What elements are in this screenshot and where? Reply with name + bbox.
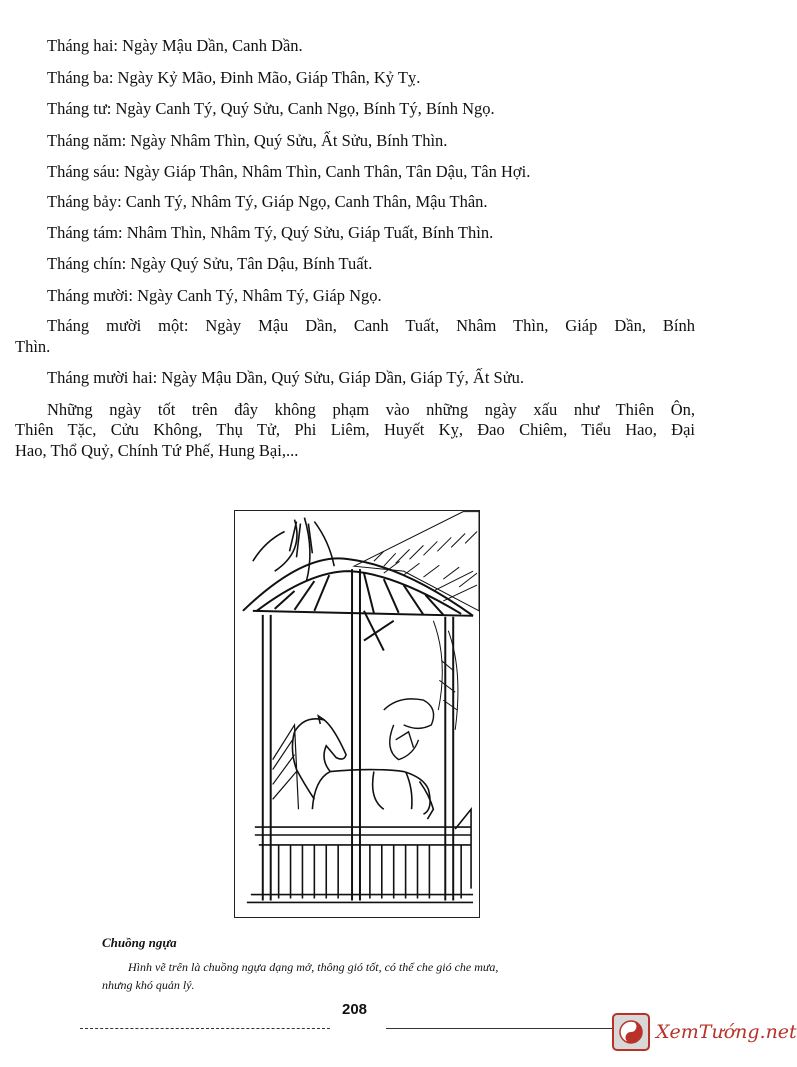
text-line-month-3: Tháng ba: Ngày Kỷ Mão, Đinh Mão, Giáp Thân, Kỷ Tỵ. bbox=[47, 68, 421, 87]
thatched-roof-drawing bbox=[354, 512, 479, 611]
text-line-month-4: Tháng tư: Ngày Canh Tý, Quý Sửu, Canh Ngọ, Bính Tý, Bính Ngọ. bbox=[47, 99, 495, 118]
yin-yang-icon bbox=[612, 1013, 650, 1051]
text-line-month-11-cont: Thìn. bbox=[15, 337, 51, 356]
text-line-month-8: Tháng tám: Nhâm Thìn, Nhâm Tý, Quý Sửu, Giáp Tuất, Bính Thìn. bbox=[47, 223, 494, 242]
text-line-month-9: Tháng chín: Ngày Quý Sửu, Tân Dậu, Bính Tuất. bbox=[47, 254, 373, 273]
text-line-month-11: Tháng mười một: Ngày Mậu Dần, Canh Tuất, Nhâm Thìn, Giáp Dần, Bính bbox=[47, 316, 695, 335]
footer-solid-rule bbox=[386, 1028, 616, 1030]
pavilion-posts-drawing bbox=[263, 569, 453, 900]
text-line-month-6: Tháng sáu: Ngày Giáp Thân, Nhâm Thìn, Canh Thân, Tân Dậu, Tân Hợi. bbox=[47, 162, 531, 181]
figure-caption-title: Chuồng ngựa bbox=[102, 935, 177, 950]
text-line-month-12: Tháng mười hai: Ngày Mậu Dần, Quý Sửu, Giáp Dần, Giáp Tý, Ất Sửu. bbox=[47, 368, 525, 387]
page-number: 208 bbox=[342, 1001, 368, 1018]
closing-paragraph-line-3: Hao, Thổ Quỷ, Chính Tứ Phế, Hung Bại,... bbox=[15, 441, 299, 460]
text-line-month-5: Tháng năm: Ngày Nhâm Thìn, Quý Sửu, Ất Sửu, Bính Thìn. bbox=[47, 131, 448, 150]
closing-paragraph-line-2: Thiên Tặc, Cửu Không, Thụ Tử, Phi Liêm, Huyết Kỵ, Đao Chiêm, Tiểu Hao, Đại bbox=[15, 420, 695, 439]
watermark-text: XemTướng.net bbox=[656, 1021, 797, 1043]
horse-drawing bbox=[292, 716, 433, 819]
side-shed-drawing bbox=[273, 725, 299, 809]
text-line-month-10: Tháng mười: Ngày Canh Tý, Nhâm Tý, Giáp Ngọ. bbox=[47, 286, 382, 305]
stable-hand-drawing bbox=[384, 699, 434, 760]
footer-dashed-rule bbox=[80, 1028, 330, 1030]
text-line-month-2: Tháng hai: Ngày Mậu Dần, Canh Dần. bbox=[47, 36, 303, 55]
horse-stable-illustration bbox=[234, 510, 480, 918]
closing-paragraph-line-1: Những ngày tốt trên đây không phạm vào những ngày xấu như Thiên Ôn, bbox=[47, 400, 695, 419]
watermark bbox=[612, 1012, 797, 1052]
text-line-month-7: Tháng bảy: Canh Tý, Nhâm Tý, Giáp Ngọ, Canh Thân, Mậu Thân. bbox=[47, 192, 488, 211]
figure-caption-text-line-1: Hình vẽ trên là chuồng ngựa dạng mở, thông gió tốt, có thể che gió che mưa, bbox=[128, 960, 499, 974]
figure-caption-text-line-2: nhưng khó quản lý. bbox=[102, 978, 195, 992]
